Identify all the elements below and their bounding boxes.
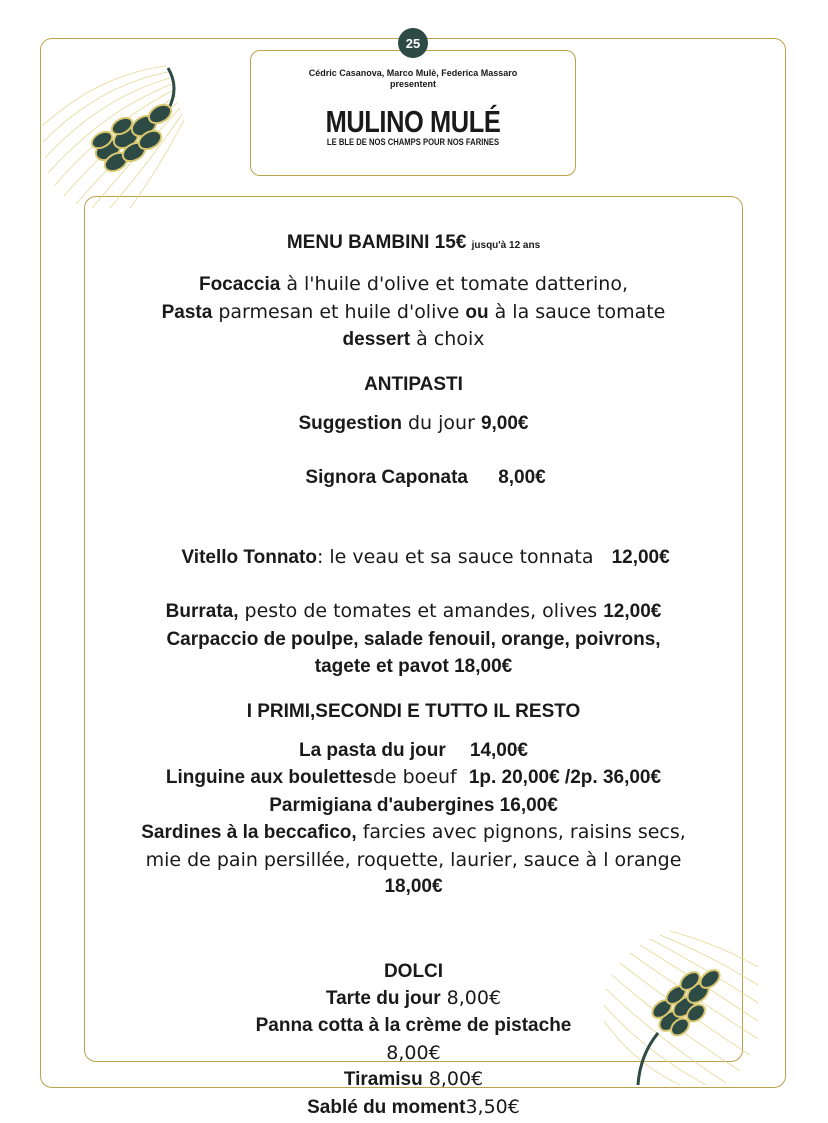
antipasti-heading: ANTIPASTI bbox=[364, 373, 463, 395]
item-price: 12,00€ bbox=[611, 547, 670, 568]
menu-item-continued bbox=[84, 653, 743, 681]
item-desc: à la sauce tomate bbox=[488, 300, 666, 323]
item-name: Carpaccio de poulpe, salade fenouil, orange, poivrons, bbox=[166, 628, 661, 650]
brand-title: MULINO MULÉ bbox=[325, 104, 501, 139]
item-price: 8,00€ bbox=[498, 466, 546, 488]
menu-bambini-age-note: jusqu'à 12 ans bbox=[471, 240, 541, 251]
item-price: 9,00€ bbox=[480, 412, 529, 434]
item-price: 14,00€ bbox=[469, 739, 529, 761]
menu-item bbox=[84, 410, 743, 438]
item-desc: du jour bbox=[401, 411, 481, 434]
item-name: Sardines à la beccafico, bbox=[141, 822, 357, 843]
item-name: tagete et pavot 18,00€ bbox=[314, 656, 513, 677]
item-price: 8,00€ bbox=[422, 1068, 484, 1090]
presenters-verb: presentent bbox=[389, 79, 436, 89]
item-desc: de boeuf bbox=[372, 766, 469, 788]
item-desc: farcies avec pignons, raisins secs, bbox=[356, 821, 686, 843]
menu-bambini-title: MENU BAMBINI 15€ bbox=[286, 232, 467, 253]
menu-item-continued bbox=[84, 847, 743, 874]
header-box bbox=[250, 50, 576, 176]
item-name: Tarte du jour bbox=[325, 987, 441, 1009]
item-desc bbox=[468, 466, 498, 488]
menu-item bbox=[84, 737, 743, 765]
brand-tagline: LE BLE DE NOS CHAMPS POUR NOS FARINES bbox=[326, 137, 500, 147]
menu-item-continued bbox=[84, 873, 743, 901]
menu-item bbox=[84, 1012, 743, 1040]
menu-item bbox=[84, 1094, 743, 1122]
menu-item bbox=[84, 792, 743, 820]
item-name: pistache bbox=[494, 1015, 572, 1036]
item-name: Sablé du moment bbox=[307, 1096, 466, 1118]
item-desc: à la crème de bbox=[363, 1015, 495, 1036]
menu-item bbox=[84, 271, 743, 299]
item-name: Signora Caponata bbox=[305, 466, 468, 488]
item-desc: mie de pain persillée, roquette, laurier, sauce à l orange bbox=[145, 848, 682, 871]
primi-heading: I PRIMI,SECONDI E TUTTO IL RESTO bbox=[246, 700, 581, 722]
menu-item bbox=[84, 299, 743, 327]
item-name: Focaccia bbox=[198, 274, 281, 295]
dolci-heading: DOLCI bbox=[383, 960, 444, 982]
menu-bambini-heading bbox=[84, 230, 743, 259]
menu-content bbox=[84, 230, 743, 1121]
menu-item bbox=[84, 437, 743, 518]
menu-item-continued bbox=[84, 1040, 743, 1067]
item-price: 12,00€ bbox=[603, 601, 662, 622]
presenters: Cédric Casanova, Marco Mulè, Federica Massaro bbox=[308, 68, 518, 78]
item-name: dessert bbox=[342, 329, 411, 350]
item-connector: ou bbox=[465, 301, 489, 323]
item-desc: : le veau et sa sauce tonnata bbox=[316, 546, 612, 568]
item-name: Tiramisu bbox=[343, 1069, 423, 1090]
wheat-ear-icon-top-left bbox=[40, 38, 200, 208]
item-name: Vitello Tonnato bbox=[181, 547, 317, 568]
menu-item bbox=[84, 819, 743, 847]
menu-item bbox=[84, 326, 743, 354]
item-desc: pesto de tomates et amandes, olives bbox=[238, 600, 604, 622]
item-name: Panna cotta bbox=[255, 1015, 364, 1036]
menu-item bbox=[84, 985, 743, 1013]
item-name: Burrata, bbox=[165, 601, 239, 622]
menu-item bbox=[84, 764, 743, 792]
item-name: Pasta bbox=[161, 301, 213, 323]
item-price: 18,00€ bbox=[384, 876, 443, 897]
page-number-badge: 25 bbox=[398, 28, 428, 58]
item-price: 1p. 20,00€ /2p. 36,00€ bbox=[468, 767, 662, 788]
item-desc: à choix bbox=[410, 328, 485, 350]
item-name: Linguine aux boulettes bbox=[165, 767, 373, 788]
menu-item bbox=[84, 626, 743, 654]
menu-item bbox=[84, 598, 743, 626]
item-name: Parmigiana d'aubergines 16,00€ bbox=[269, 794, 558, 816]
item-name: Suggestion bbox=[298, 412, 402, 434]
menu-item bbox=[84, 518, 743, 599]
item-price: 3,50€ bbox=[465, 1095, 520, 1118]
item-desc: à l'huile d'olive et tomate datterino, bbox=[280, 273, 629, 295]
item-price: 8,00€ bbox=[386, 1041, 441, 1064]
item-name: La pasta du jour bbox=[298, 739, 446, 761]
item-price: 8,00€ bbox=[440, 986, 502, 1009]
menu-item bbox=[84, 1066, 743, 1094]
item-desc: parmesan et huile d'olive bbox=[212, 300, 466, 323]
